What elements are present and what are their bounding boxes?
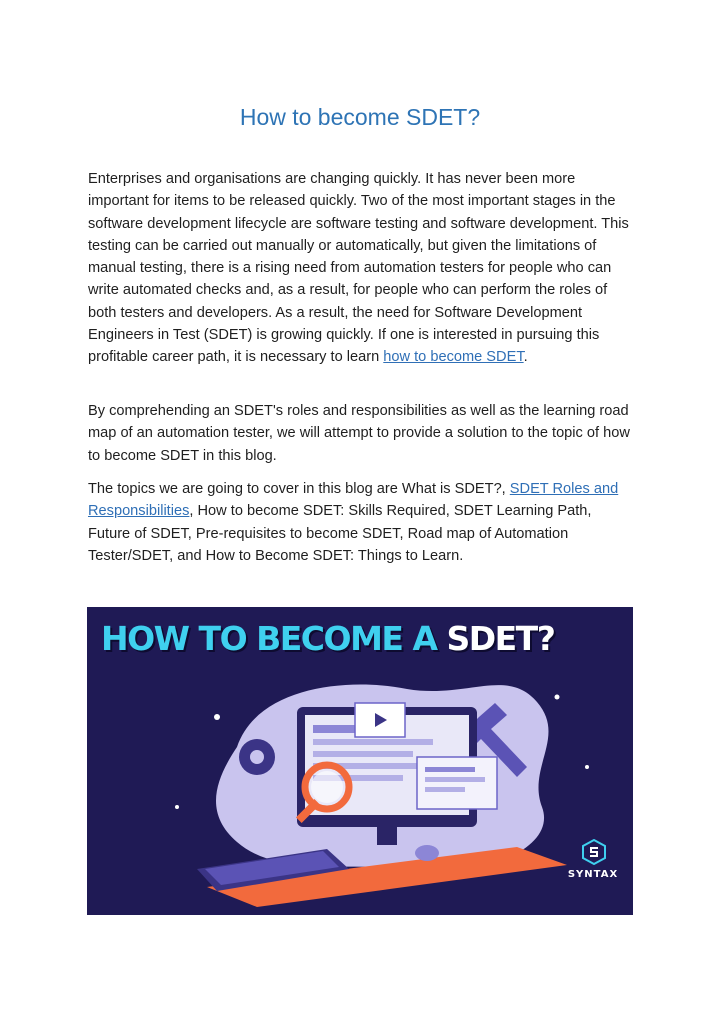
intro-paragraph <box>88 168 634 369</box>
mouse <box>415 845 439 861</box>
hero-headline-part2: SDET? <box>446 619 555 658</box>
roles-paragraph: By comprehending an SDET's roles and responsibilities as well as the learning road map of an automation tester, we will attempt to provide a solution to the topic of how to become SDET in this blog. <box>88 403 630 464</box>
page-title: How to become SDET? <box>239 104 481 130</box>
hero-headline-part1: HOW TO BECOME A <box>101 619 447 658</box>
monitor-stand <box>377 827 397 845</box>
intro-end: . <box>523 349 528 366</box>
hero-headline <box>101 619 554 658</box>
topics-text-end: , How to become SDET: Skills Required, SDET Learning Path, Future of SDET, Pre-requisites to become SDET, Road map of Automation Tester/SDET, and How to Become SDET: Things to Learn. <box>88 503 592 564</box>
topics-text-start: The topics we are going to cover in this blog are What is SDET?, <box>88 481 510 497</box>
syntax-logo-icon <box>582 839 606 865</box>
topics-paragraph <box>88 478 634 567</box>
brand-name: SYNTAX <box>567 869 619 880</box>
intro-text: Enterprises and organisations are changing quickly. It has never been more important for items to be released quickly. Two of the most important stages in the software development lifecycle are software testing and software development. This testing can be carried out manually or automatically, but given the limitations of manual testing, there is a rising need from automation testers for people who can write automated checks and, as a result, for people who can perform the roles of both testers and developers. As a result, the need for Software Development Engineers in Test (SDET) is growing quickly. If one is interested in pursuing this profitable career path, it is necessary to learn <box>88 171 629 366</box>
sdet-roles-link[interactable]: SDET Roles and Responsibilities <box>88 481 619 520</box>
code-window <box>417 757 497 809</box>
hero-image <box>87 607 633 915</box>
how-to-become-sdet-link[interactable]: how to become SDET <box>383 349 524 366</box>
